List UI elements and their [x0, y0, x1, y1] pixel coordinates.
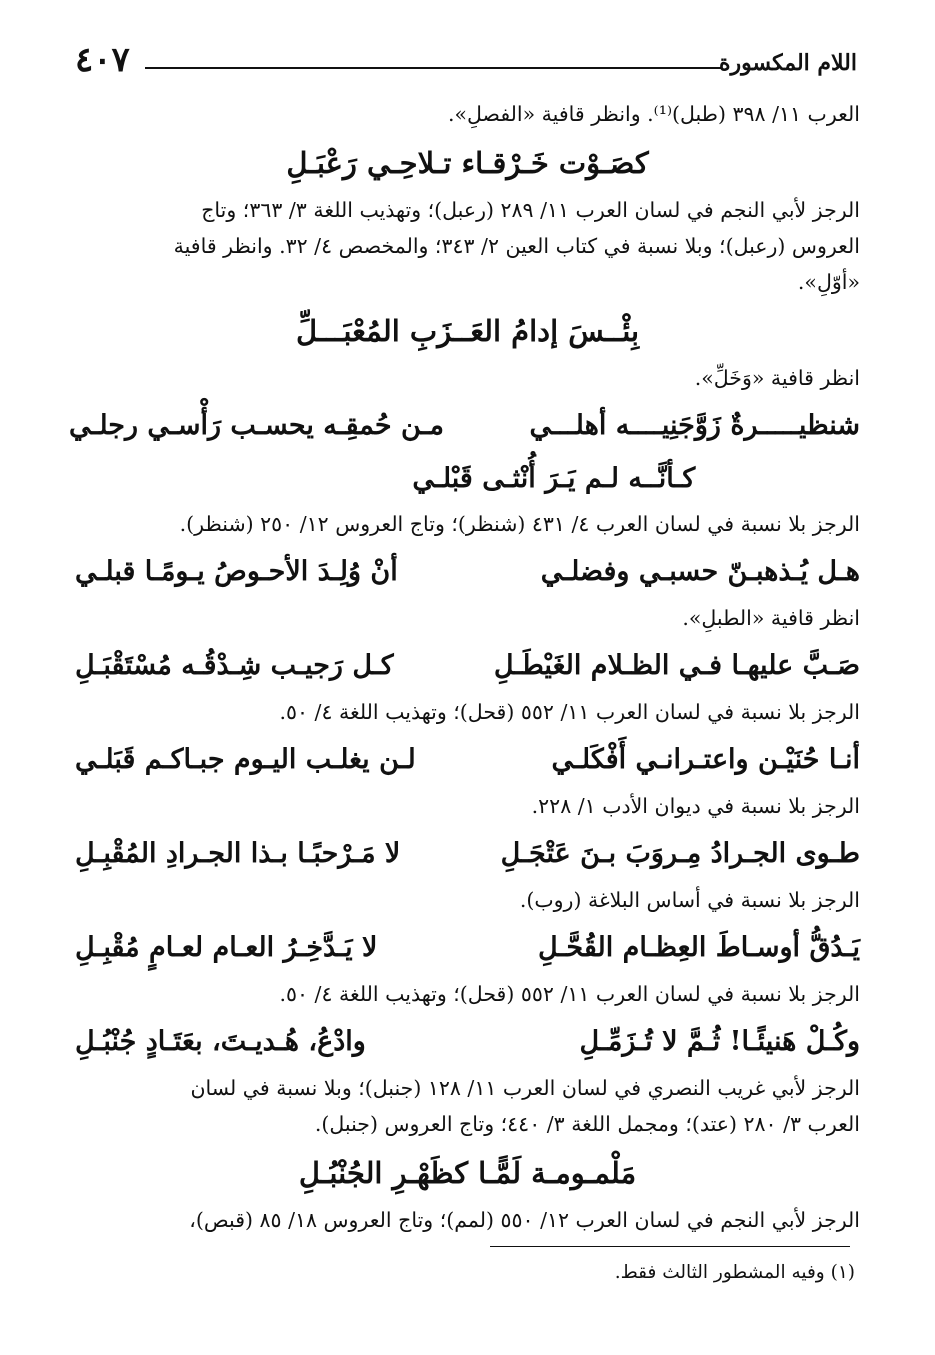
verse-line: مَلْمـومـة لَمًّـا كظَهْـرِ الجُنْبُـلِ: [298, 1156, 637, 1190]
page-header: [75, 40, 857, 80]
verse-couplet: [68, 400, 860, 452]
verse-couplet: [75, 734, 860, 786]
running-title: اللام المكسورة: [718, 50, 857, 76]
commentary-paragraph: الرجز لأبي غريب النصري في لسان العرب ١١/ ١٢٨ (جنبل)؛ وبلا نسبة في لسان العرب ٣/ ٢٨٠ (عتد)؛ ومجمل اللغة ٣/ ٤٤٠؛ وتاج العروس (جنبل).: [190, 1076, 860, 1136]
commentary-paragraph: انظر قافية «الطبلِ».: [682, 606, 860, 630]
verse-second-hemistich: مـن حُمقِـه يحسـب رَأْسـي رجلـي: [68, 410, 444, 441]
verse-hemistich: كـأنَّــه لـم يَـرَ أُنْثـى قَبْلـي: [412, 463, 696, 494]
page-body: [68, 96, 860, 1242]
verse-second-hemistich: وادْعُ، هُـديـتَ، بعَتَـادٍ جُنْبُـلِ: [75, 1026, 366, 1057]
verse-line: كصَـوْت خَـرْقـاء تـلاحِـي رَعْبَـلِ: [286, 146, 649, 180]
commentary-paragraph: الرجز لأبي النجم في لسان العرب ١٢/ ٥٥٠ (لمم)؛ وتاج العروس ١٨/ ٨٥ (قبص)،: [189, 1208, 860, 1232]
commentary-paragraph: الرجز لأبي النجم في لسان العرب ١١/ ٢٨٩ (رعبل)؛ وتهذيب اللغة ٣/ ٣٦٣؛ وتاج العروس (رعبل)؛ وبلا نسبة في كتاب العين ٢/ ٣٤٣؛ والمخصص ٤/ ٣٢. وانظر قافية «أوّلِ».: [173, 198, 860, 294]
verse-first-hemistich: يَـدُقُّ أوسـاطَ العِظـام القُحَّـلِ: [538, 932, 860, 963]
commentary-paragraph: انظر قافية «وَخَلِّ».: [694, 366, 860, 390]
header-rule: [145, 67, 722, 69]
commentary-paragraph: الرجز بلا نسبة في أساس البلاغة (روب).: [519, 888, 860, 912]
verse-line: بِئْــسَ إدامُ العَــزَبِ المُعْبَـــلِّ: [295, 314, 640, 348]
verse-second-hemistich: كـل رَجيـب شِـدْقُـه مُسْتَقْبَـلِ: [75, 650, 394, 681]
verse-first-hemistich: طـوى الجـرادُ مِـروَبَ بـنَ عَتْجَـلِ: [500, 838, 860, 869]
commentary-paragraph: الرجز بلا نسبة في لسان العرب ١١/ ٥٥٢ (قحل)؛ وتهذيب اللغة ٤/ ٥٠.: [279, 982, 860, 1006]
verse-first-hemistich: صَـبَّ عليهـا فـي الظـلام الغَيْطَـلِ: [493, 650, 860, 681]
verse-second-hemistich: لا مَـرْحبًـا بـذا الجـرادِ المُقْبِـلِ: [75, 838, 401, 869]
footnote-rule: [490, 1246, 850, 1247]
verse-couplet: [75, 828, 860, 880]
verse-first-hemistich: هـل يُـذهبـنّ حسبـي وفضلـي: [540, 556, 860, 587]
verse-second-hemistich: أنْ وُلِـدَ الأحـوصُ يـومًـا قبلـي: [75, 556, 398, 587]
commentary-paragraph: الرجز بلا نسبة في لسان العرب ١١/ ٥٥٢ (قحل)؛ وتهذيب اللغة ٤/ ٥٠.: [279, 700, 860, 724]
verse-couplet: [75, 640, 860, 692]
commentary-paragraph: الرجز بلا نسبة في لسان العرب ٤/ ٤٣١ (شنظر)؛ وتاج العروس ١٢/ ٢٥٠ (شنظر).: [179, 512, 860, 536]
verse-couplet: [75, 922, 860, 974]
verse-second-hemistich: لـن يغلـب اليـوم جبـاكـم قَبَلـي: [75, 744, 416, 775]
commentary-paragraph: الرجز بلا نسبة في ديوان الأدب ١/ ٢٢٨.: [531, 794, 860, 818]
page-number: ٤٠٧: [75, 40, 130, 80]
footnote: (١) وفيه المشطور الثالث فقط.: [614, 1262, 855, 1283]
commentary-paragraph: العرب ١١/ ٣٩٨ (طبل)⁽¹⁾. وانظر قافية «الفصلِ».: [447, 102, 860, 126]
verse-first-hemistich: وكُـلْ هَنيئًـا! ثُـمَّ لا تُـزَمِّـلِ: [579, 1026, 860, 1057]
verse-first-hemistich: أنـا حُنَيْـن واعتـرانـي أَفْكَلـي: [551, 744, 860, 775]
verse-first-hemistich: شنظيـــــرةٌ زَوَّجَنِيــــه أهلـــي: [529, 410, 860, 441]
verse-couplet: [75, 1016, 860, 1068]
verse-second-hemistich: لا يَـدَّخِـرُ العـام لعـامٍ مُقْبِـلِ: [75, 932, 378, 963]
verse-couplet: [75, 546, 860, 598]
